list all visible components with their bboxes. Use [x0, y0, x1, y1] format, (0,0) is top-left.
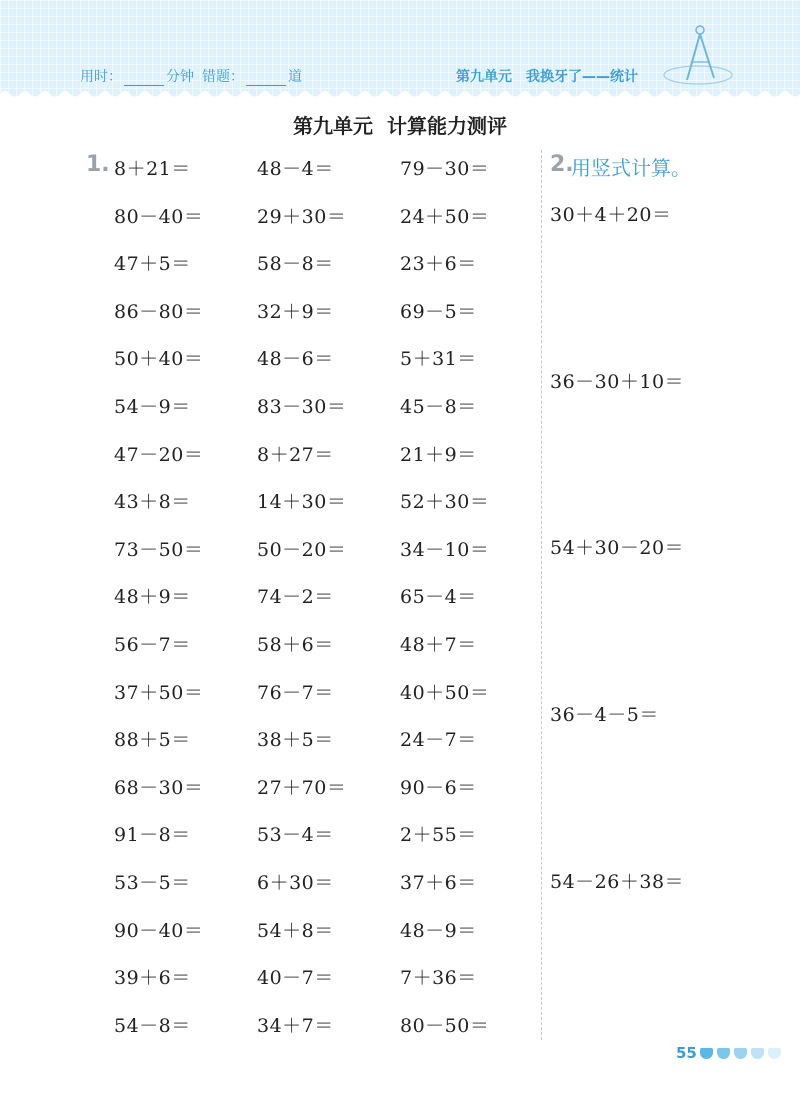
- time-blank[interactable]: [124, 73, 164, 86]
- equation-item: 37＋50＝: [114, 681, 204, 704]
- equation-item: 88＋5＝: [114, 729, 191, 752]
- equation-item: 48－6＝: [257, 348, 334, 371]
- equation-item: 54－8＝: [114, 1014, 191, 1037]
- equation-item: 56－7＝: [114, 634, 191, 656]
- equation-item: 58－8＝: [257, 253, 334, 276]
- equation-item: 48－9＝: [400, 919, 477, 942]
- time-and-errors-fields: [80, 66, 302, 86]
- section1-number: 1.: [86, 152, 110, 177]
- equation-item: 54－9＝: [114, 396, 191, 418]
- equation-item: 21＋9＝: [400, 443, 477, 466]
- equation-item: 83－30＝: [257, 396, 347, 418]
- equation-item: 50－20＝: [257, 538, 347, 561]
- equation-item: 47－20＝: [114, 443, 204, 466]
- equation-item: 5＋31＝: [400, 348, 477, 371]
- equation-item: 73－50＝: [114, 538, 204, 561]
- cup-icon: [768, 1048, 781, 1059]
- equation-item: 27＋70＝: [257, 776, 347, 799]
- equation-item: 40－7＝: [257, 967, 334, 990]
- header-unit: 第九单元: [456, 69, 512, 85]
- equation-item: 40＋50＝: [400, 681, 490, 704]
- equation-item: 48＋7＝: [400, 634, 477, 656]
- equation-item: 53－5＝: [114, 872, 191, 894]
- equation-item: 90－6＝: [400, 776, 477, 799]
- vertical-calc-item: 54＋30－20＝: [550, 537, 685, 559]
- page-title: [0, 110, 800, 139]
- title-name: 计算能力测评: [387, 114, 507, 138]
- title-unit: 第九单元: [293, 114, 373, 138]
- equation-item: 8＋27＝: [257, 443, 334, 466]
- equation-item: 65－4＝: [400, 586, 477, 609]
- equation-item: 43＋8＝: [114, 491, 191, 514]
- equation-item: 45－8＝: [400, 396, 477, 418]
- equation-item: 76－7＝: [257, 681, 334, 704]
- vertical-calc-item: 30＋4＋20＝: [550, 204, 672, 226]
- errors-label: 错题：: [202, 69, 244, 85]
- page-number: 55: [676, 1044, 697, 1062]
- equation-item: 38＋5＝: [257, 729, 334, 752]
- equation-item: 90－40＝: [114, 919, 204, 942]
- section2-number: 2.: [550, 152, 574, 177]
- equation-item: 7＋36＝: [400, 967, 477, 990]
- count-label: 道: [288, 69, 302, 85]
- equation-item: 48－4＝: [257, 158, 334, 180]
- equation-item: 58＋6＝: [257, 634, 334, 656]
- equation-item: 69－5＝: [400, 300, 477, 323]
- cup-icon: [751, 1048, 764, 1059]
- header-chapter: [456, 66, 638, 86]
- equation-item: 68－30＝: [114, 776, 204, 799]
- equation-item: 79－30＝: [400, 158, 490, 180]
- equation-item: 53－4＝: [257, 824, 334, 847]
- equation-item: 80－40＝: [114, 205, 204, 228]
- equation-item: 50＋40＝: [114, 348, 204, 371]
- equation-item: 47＋5＝: [114, 253, 191, 276]
- equation-item: 24－7＝: [400, 729, 477, 752]
- equation-item: 48＋9＝: [114, 586, 191, 609]
- equation-item: 74－2＝: [257, 586, 334, 609]
- equation-item: 34＋7＝: [257, 1014, 334, 1037]
- equation-item: 29＋30＝: [257, 205, 347, 228]
- section2-title: 用竖式计算。: [571, 156, 691, 180]
- equation-item: 24＋50＝: [400, 205, 490, 228]
- equation-item: 37＋6＝: [400, 872, 477, 894]
- time-label: 用时：: [80, 69, 122, 85]
- equation-item: 80－50＝: [400, 1014, 490, 1037]
- cup-icon: [717, 1048, 730, 1059]
- vertical-calc-item: 36－30＋10＝: [550, 371, 685, 393]
- equation-item: 39＋6＝: [114, 967, 191, 990]
- header-topic: 我换牙了——统计: [526, 69, 638, 85]
- equation-item: 8＋21＝: [114, 158, 191, 180]
- equation-item: 34－10＝: [400, 538, 490, 561]
- equation-item: 6＋30＝: [257, 872, 334, 894]
- equation-item: 32＋9＝: [257, 300, 334, 323]
- equation-item: 91－8＝: [114, 824, 191, 847]
- equation-item: 23＋6＝: [400, 253, 477, 276]
- page-decoration: [700, 1048, 781, 1059]
- equation-item: 2＋55＝: [400, 824, 477, 847]
- equation-item: 54＋8＝: [257, 919, 334, 942]
- errors-blank[interactable]: [246, 73, 286, 86]
- equation-item: 52＋30＝: [400, 491, 490, 514]
- vertical-calc-item: 36－4－5＝: [550, 704, 659, 726]
- equation-item: 86－80＝: [114, 300, 204, 323]
- equation-item: 14＋30＝: [257, 491, 347, 514]
- cup-icon: [700, 1048, 713, 1059]
- column-divider: [541, 150, 542, 1040]
- minute-label: 分钟: [166, 69, 194, 85]
- compass-icon: [660, 20, 740, 90]
- vertical-calc-item: 54－26＋38＝: [550, 871, 685, 893]
- cup-icon: [734, 1048, 747, 1059]
